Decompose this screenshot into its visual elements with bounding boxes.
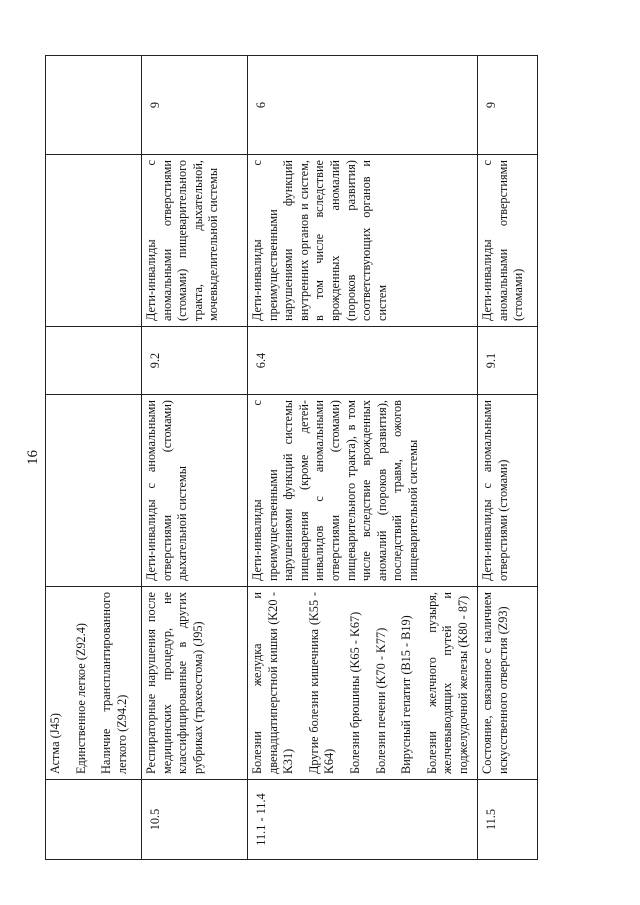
code-cell xyxy=(46,327,142,395)
disease-list xyxy=(478,587,538,780)
row-number: 11.1 - 11.4 xyxy=(248,780,478,860)
disease-item: Астма (J45) xyxy=(48,713,62,774)
disease-list xyxy=(142,587,248,780)
disability-table xyxy=(45,55,538,860)
description-cell: Дети-инвалиды с аномальными отверстиями (стомами) xyxy=(478,155,538,327)
row-number: 11.5 xyxy=(478,780,538,860)
row-number xyxy=(46,780,142,860)
age-cell: 9 xyxy=(478,56,538,155)
category-cell: Дети-инвалиды с преимущественными нарушениями функций системы пищеварения (кроме детей-инвалидов с аномальными отверстиями (стомами) пищеварительного тракта), в том числе вследствие врожденных аномалий (пороков развития), последствий травм, ожогов пищеварительной системы xyxy=(248,395,478,587)
disease-item: Единственное легкое (Z92.4) xyxy=(73,623,88,774)
description-cell xyxy=(46,155,142,327)
description-cell: Дети-инвалиды с преимущественными нарушениями функций внутренних органов и систем, в том числе вследствие врожденных аномалий (пороков развития) соответствующих органов и систем xyxy=(248,155,478,327)
disease-item: Болезни печени (K70 - K77) xyxy=(373,627,388,774)
code-cell: 6.4 xyxy=(248,327,478,395)
age-cell xyxy=(46,56,142,155)
category-cell: Дети-инвалиды с аномальными отверстиями (стомами) дыхательной системы xyxy=(142,395,248,587)
disease-item: Болезни брюшины (K65 - K67) xyxy=(347,611,362,774)
table-row xyxy=(46,56,142,860)
disease-list xyxy=(46,587,142,780)
disease-item: Респираторные нарушения после медицинских процедур, не классифицированные в других рубриках (трахеостома) (J95) xyxy=(144,592,205,774)
code-cell: 9.1 xyxy=(478,327,538,395)
disease-item: Наличие трансплантированного легкого (Z94.2) xyxy=(99,592,129,774)
disease-item: Вирусный гепатит (B15 - B19) xyxy=(399,615,414,774)
disease-item: Состояние, связанное с наличием искусственного отверстия (Z93) xyxy=(480,592,510,774)
row-number: 10.5 xyxy=(142,780,248,860)
code-cell: 9.2 xyxy=(142,327,248,395)
disease-item: Болезни желудка и двенадцатиперстной кишки (K20 - K31) xyxy=(250,592,296,774)
disease-item: Другие болезни кишечника (K55 - K64) xyxy=(306,592,337,774)
table-row xyxy=(142,56,248,860)
description-cell: Дети-инвалиды с аномальными отверстиями (стомами) пищеварительного тракта, дыхательной, мочевыделительной системы xyxy=(142,155,248,327)
disease-item: Болезни желчного пузыря, желчевыводящих путей и поджелудочной железы (K80 - 87) xyxy=(424,592,470,774)
category-cell xyxy=(46,395,142,587)
age-cell: 9 xyxy=(142,56,248,155)
table-row xyxy=(478,56,538,860)
age-cell: 6 xyxy=(248,56,478,155)
page-number: 16 xyxy=(25,450,41,465)
table-row xyxy=(248,56,478,860)
disease-list xyxy=(248,587,478,780)
category-cell: Дети-инвалиды с аномальными отверстиями (стомами) xyxy=(478,395,538,587)
